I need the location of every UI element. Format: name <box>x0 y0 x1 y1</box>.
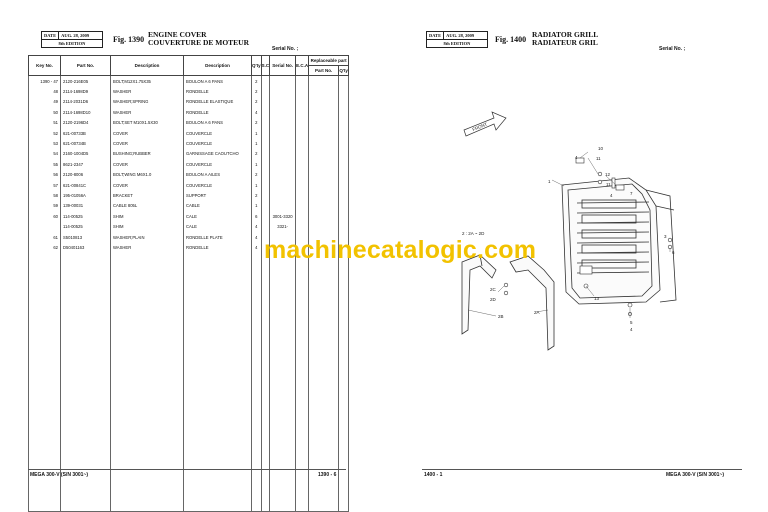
description-fr-cell: RONDELLE <box>184 107 252 117</box>
header-description: Description <box>111 56 184 76</box>
sc-cell <box>261 86 270 96</box>
description-fr-cell: RONDELLE <box>184 242 252 252</box>
part-no-cell: 2120-216E05 <box>61 76 111 87</box>
figure-title <box>148 31 249 47</box>
part-no-cell: 2120-2196D4 <box>61 118 111 128</box>
qty-cell: 1 <box>252 180 262 190</box>
eca-cell <box>296 180 309 190</box>
replaceable-part-cell <box>309 180 339 190</box>
table-row <box>29 118 349 128</box>
key-no-cell: 53 <box>29 138 61 148</box>
eca-cell <box>296 190 309 200</box>
footer-page-number: 1400 - 1 <box>424 472 443 478</box>
table-row <box>29 149 349 159</box>
serial-no-cell <box>270 149 296 159</box>
description-cell: COVER <box>111 128 184 138</box>
date-value: AUG. 28, 2009 <box>446 33 475 38</box>
description-fr-cell: BOULON A AILES <box>184 170 252 180</box>
serial-label: Serial No. ; <box>659 46 686 52</box>
empty-cell <box>252 253 262 512</box>
key-no-cell: 59 <box>29 201 61 211</box>
serial-no-cell <box>270 190 296 200</box>
replaceable-part-cell <box>309 159 339 169</box>
eca-cell <box>296 107 309 117</box>
sc-cell <box>261 128 270 138</box>
qty-cell: 2 <box>252 149 262 159</box>
footer-divider <box>422 469 742 470</box>
replaceable-qty-cell <box>339 149 349 159</box>
sc-cell <box>261 190 270 200</box>
empty-cell <box>111 253 184 512</box>
header-replaceable-part-no: Part No. <box>309 66 339 76</box>
part-no-cell: 2114-1698D10 <box>61 107 111 117</box>
side-bracket-2b <box>462 255 496 334</box>
key-no-cell: 58 <box>29 190 61 200</box>
date-label: DATE <box>427 32 444 39</box>
callout-5: 5 <box>630 320 633 325</box>
qty-cell: 1 <box>252 138 262 148</box>
part-no-cell: 621-00841C <box>61 180 111 190</box>
eca-cell <box>296 97 309 107</box>
eca-cell <box>296 76 309 87</box>
replaceable-qty-cell <box>339 180 349 190</box>
replaceable-qty-cell <box>339 138 349 148</box>
description-cell: BUSHING;RUBBER <box>111 149 184 159</box>
callout-10: 10 <box>598 146 604 151</box>
description-fr-cell: CALE <box>184 221 252 231</box>
figure-number: Fig. 1390 <box>113 35 145 44</box>
key-no-cell: 50 <box>29 107 61 117</box>
callout-6: 6 <box>672 250 675 255</box>
sc-cell <box>261 149 270 159</box>
watermark-text: machinecatalogic.com <box>264 236 537 264</box>
table-row <box>29 97 349 107</box>
serial-no-cell <box>270 159 296 169</box>
serial-no-cell <box>270 86 296 96</box>
description-cell: CABLE 805L <box>111 201 184 211</box>
front-label: FRONT <box>471 121 488 133</box>
edition-label: 8th EDITION <box>58 41 86 46</box>
replaceable-part-cell <box>309 86 339 96</box>
replaceable-part-cell <box>309 76 339 87</box>
description-fr-cell: GARNISSAGE CAOUTCHO <box>184 149 252 159</box>
eca-cell <box>296 211 309 221</box>
part-no-cell: 139-00031 <box>61 201 111 211</box>
replaceable-qty-cell <box>339 190 349 200</box>
replaceable-qty-cell <box>339 107 349 117</box>
description-fr-cell: COUVERCLE <box>184 128 252 138</box>
header-description-fr: Description <box>184 56 252 76</box>
replaceable-part-cell <box>309 211 339 221</box>
table-row <box>29 201 349 211</box>
eca-cell <box>296 118 309 128</box>
key-no-cell: 52 <box>29 128 61 138</box>
qty-cell: 4 <box>252 221 262 231</box>
serial-label: Serial No. ; <box>272 46 299 52</box>
header-serial-no: Serial No. <box>270 56 296 76</box>
header-key-no: Key No. <box>29 56 61 76</box>
header-eca: E.C.A <box>296 56 309 76</box>
description-cell: COVER <box>111 180 184 190</box>
replaceable-qty-cell <box>339 128 349 138</box>
qty-cell: 6 <box>252 211 262 221</box>
qty-cell: 2 <box>252 118 262 128</box>
description-cell: BOLT;M12X1.75X35 <box>111 76 184 87</box>
part-no-cell: 2114-1698D9 <box>61 86 111 96</box>
description-cell: BOLT;SET M10X1.5X30 <box>111 118 184 128</box>
sc-cell <box>261 211 270 221</box>
part-no-cell: 195-01056A <box>61 190 111 200</box>
empty-cell <box>184 253 252 512</box>
callout-2c: 2C <box>490 287 496 292</box>
qty-cell: 2 <box>252 86 262 96</box>
table-row <box>29 211 349 221</box>
callout-2b: 2B <box>498 314 504 319</box>
description-cell: WASHER;SPRING <box>111 97 184 107</box>
table-row <box>29 128 349 138</box>
part-no-cell: 2120-8006 <box>61 170 111 180</box>
replaceable-part-cell <box>309 138 339 148</box>
key-no-cell: 61 <box>29 232 61 242</box>
description-fr-cell: BOULON A 6 PANS <box>184 118 252 128</box>
part-no-cell: 114-00525 <box>61 211 111 221</box>
key-no-cell: 57 <box>29 180 61 190</box>
qty-cell: 2 <box>252 170 262 180</box>
callout-2-range: 2 : 2A ~ 2D <box>462 231 485 236</box>
eca-cell <box>296 159 309 169</box>
table-row <box>29 138 349 148</box>
replaceable-part-cell <box>309 128 339 138</box>
replaceable-qty-cell <box>339 201 349 211</box>
table-row <box>29 170 349 180</box>
table-row <box>29 76 349 87</box>
part-no-cell: 2114-2031D6 <box>61 97 111 107</box>
edition-label: 8th EDITION <box>443 41 471 46</box>
title-english: RADIATOR GRILL <box>532 30 599 39</box>
part-no-cell: 621-00733B <box>61 128 111 138</box>
table-row <box>29 86 349 96</box>
description-fr-cell: RONDELLE ELASTIQUE <box>184 97 252 107</box>
sc-cell <box>261 138 270 148</box>
description-fr-cell: RONDELLE PLATE <box>184 232 252 242</box>
callout-11-top: 11 <box>596 156 601 161</box>
key-no-cell: 55 <box>29 159 61 169</box>
qty-cell: 1 <box>252 128 262 138</box>
replaceable-qty-cell <box>339 159 349 169</box>
eca-cell <box>296 221 309 231</box>
description-fr-cell: COUVERCLE <box>184 138 252 148</box>
serial-no-cell <box>270 138 296 148</box>
empty-cell <box>339 253 349 512</box>
qty-cell: 4 <box>252 232 262 242</box>
eca-cell <box>296 128 309 138</box>
figure-number: Fig. 1400 <box>495 35 527 44</box>
replaceable-part-cell <box>309 221 339 231</box>
part-no-cell: 621-00734B <box>61 138 111 148</box>
table-row <box>29 107 349 117</box>
callout-11-mid: 11 <box>606 182 611 187</box>
description-cell: WASHER <box>111 107 184 117</box>
replaceable-part-cell <box>309 97 339 107</box>
side-bracket-2a <box>510 256 554 350</box>
title-french: COUVERTURE DE MOTEUR <box>148 38 249 47</box>
callout-4-mid: 4 <box>610 193 613 198</box>
description-fr-cell: RONDELLE <box>184 86 252 96</box>
key-no-cell: 60 <box>29 211 61 221</box>
front-arrow <box>464 112 506 136</box>
description-cell: BOLT;WING M6X1.0 <box>111 170 184 180</box>
date-value: AUG. 28, 2009 <box>61 33 90 38</box>
header-sc: S.C <box>261 56 270 76</box>
replaceable-qty-cell <box>339 86 349 96</box>
key-no-cell: 62 <box>29 242 61 252</box>
description-cell: WASHER;PLAIN <box>111 232 184 242</box>
eca-cell <box>296 138 309 148</box>
replaceable-part-cell <box>309 201 339 211</box>
key-no-cell: 56 <box>29 170 61 180</box>
sc-cell <box>261 97 270 107</box>
parts-table-body <box>29 76 349 512</box>
part-no-cell: S5010813 <box>61 232 111 242</box>
date-edition-box <box>41 31 103 48</box>
eca-cell <box>296 86 309 96</box>
description-fr-cell: CALE <box>184 211 252 221</box>
key-no-cell: 54 <box>29 149 61 159</box>
description-fr-cell: COUVERCLE <box>184 159 252 169</box>
description-cell: WASHER <box>111 86 184 96</box>
replaceable-qty-cell <box>339 221 349 231</box>
description-cell: SHIM <box>111 211 184 221</box>
empty-cell <box>270 253 296 512</box>
grill-frame <box>562 178 676 304</box>
callout-4-bottom: 4 <box>630 327 633 332</box>
header-part-no: Part No. <box>61 56 111 76</box>
replaceable-part-cell <box>309 190 339 200</box>
qty-cell: 2 <box>252 97 262 107</box>
qty-cell: 2 <box>252 190 262 200</box>
eca-cell <box>296 149 309 159</box>
replaceable-part-cell <box>309 170 339 180</box>
key-no-cell: 49 <box>29 97 61 107</box>
callout-2a: 2A <box>534 310 540 315</box>
key-no-cell: 51 <box>29 118 61 128</box>
serial-no-cell: 3001-3320 <box>270 211 296 221</box>
serial-no-cell: 3321- <box>270 221 296 231</box>
empty-cell <box>296 253 309 512</box>
callout-3: 3 <box>664 234 667 239</box>
qty-cell: 2 <box>252 76 262 87</box>
description-fr-cell: BOULON A 6 PANS <box>184 76 252 87</box>
callout-4-top: 4 <box>575 155 578 160</box>
sc-cell <box>261 118 270 128</box>
callout-12: 12 <box>605 172 611 177</box>
part-no-cell: 8621-2347 <box>61 159 111 169</box>
table-row <box>29 221 349 231</box>
description-cell: BRACKET <box>111 190 184 200</box>
description-cell: COVER <box>111 138 184 148</box>
description-cell: COVER <box>111 159 184 169</box>
eca-cell <box>296 170 309 180</box>
replaceable-part-cell <box>309 149 339 159</box>
serial-no-cell <box>270 128 296 138</box>
sc-cell <box>261 221 270 231</box>
qty-cell: 4 <box>252 242 262 252</box>
table-row <box>29 159 349 169</box>
callout-2d: 2D <box>490 297 496 302</box>
part-no-cell: 114-00525 <box>61 221 111 231</box>
footer-model: MEGA 300-V (S/N 3001~) <box>666 472 725 478</box>
serial-no-cell <box>270 180 296 190</box>
sc-cell <box>261 201 270 211</box>
replaceable-qty-cell <box>339 97 349 107</box>
serial-no-cell <box>270 76 296 87</box>
serial-no-cell <box>270 97 296 107</box>
part-no-cell: D50401163 <box>61 242 111 252</box>
date-label: DATE <box>42 32 59 39</box>
replaceable-part-cell <box>309 118 339 128</box>
header-replaceable-qty: Q'ty <box>339 66 349 76</box>
header-replaceable: Replaceable part <box>309 56 349 66</box>
description-fr-cell: COUVERCLE <box>184 180 252 190</box>
key-no-cell: 1390 - 47 <box>29 76 61 87</box>
serial-no-cell <box>270 107 296 117</box>
serial-no-cell <box>270 170 296 180</box>
eca-cell <box>296 201 309 211</box>
serial-no-cell <box>270 201 296 211</box>
part-no-cell: 2160-1004D5 <box>61 149 111 159</box>
key-no-cell: 48 <box>29 86 61 96</box>
footer-page-number: 1390 - 6 <box>318 472 337 478</box>
table-row <box>29 180 349 190</box>
sc-cell <box>261 159 270 169</box>
radiator-grill-exploded-diagram <box>384 0 768 470</box>
key-no-cell <box>29 221 61 231</box>
header-qty: Q'ty <box>252 56 262 76</box>
description-fr-cell: CABLE <box>184 201 252 211</box>
replaceable-part-cell <box>309 107 339 117</box>
sc-cell <box>261 107 270 117</box>
title-english: ENGINE COVER <box>148 30 207 39</box>
qty-cell: 1 <box>252 159 262 169</box>
sc-cell <box>261 170 270 180</box>
callout-13: 13 <box>594 296 600 301</box>
sc-cell <box>261 180 270 190</box>
footer-model: MEGA 300-V (S/N 3001~) <box>30 472 89 478</box>
title-french: RADIATEUR GRIL <box>532 38 598 47</box>
qty-cell: 4 <box>252 107 262 117</box>
sc-cell <box>261 76 270 87</box>
parts-table <box>28 55 349 512</box>
description-cell: SHIM <box>111 221 184 231</box>
qty-cell: 1 <box>252 201 262 211</box>
table-row <box>29 190 349 200</box>
callout-1: 1 <box>548 179 551 184</box>
callout-7: 7 <box>630 191 633 196</box>
footer-divider <box>28 469 346 470</box>
replaceable-qty-cell <box>339 118 349 128</box>
empty-cell <box>261 253 270 512</box>
replaceable-qty-cell <box>339 76 349 87</box>
description-fr-cell: SUPPORT <box>184 190 252 200</box>
serial-no-cell <box>270 118 296 128</box>
replaceable-qty-cell <box>339 211 349 221</box>
replaceable-qty-cell <box>339 170 349 180</box>
description-cell: WASHER <box>111 242 184 252</box>
